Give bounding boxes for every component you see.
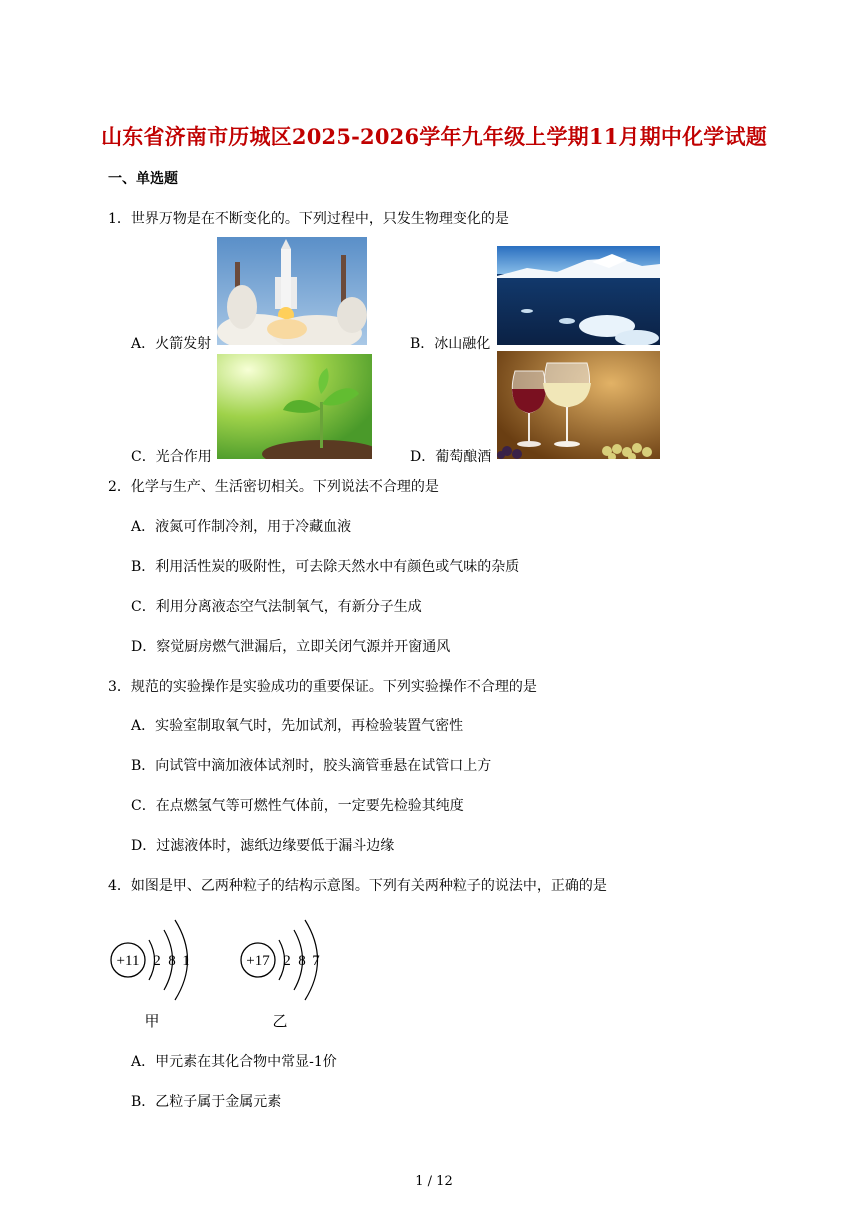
wine-glasses-image <box>497 351 660 459</box>
q4-option-a: A．甲元素在其化合物中常显-1价 <box>131 1054 337 1070</box>
question-3-stem: 3．规范的实验操作是实验成功的重要保证。下列实验操作不合理的是 <box>108 679 537 695</box>
q3-option-d: D．过滤液体时，滤纸边缘要低于漏斗边缘 <box>131 838 395 854</box>
page-number: 1 / 12 <box>415 1174 453 1189</box>
iceberg-image <box>497 246 660 345</box>
particle-b-shell-1: 2 <box>283 953 291 969</box>
particle-a-nucleus: +11 <box>116 953 140 969</box>
q1-option-d: D．葡萄酿酒 <box>410 449 492 465</box>
particle-a-shell-3: 1 <box>182 953 190 969</box>
particle-a-label: 甲 <box>144 1014 160 1030</box>
q2-option-d: D．察觉厨房燃气泄漏后，立即关闭气源并开窗通风 <box>131 639 451 655</box>
particle-a-diagram <box>111 920 190 1030</box>
atomic-structure-diagram <box>106 906 336 1040</box>
particle-b-diagram <box>241 920 320 1030</box>
particle-a-shell-2: 8 <box>168 953 176 969</box>
q1-option-c: C．光合作用 <box>131 449 212 465</box>
particle-b-shell-2: 8 <box>298 953 306 969</box>
q2-option-a: A．液氮可作制冷剂，用于冷藏血液 <box>131 519 352 535</box>
q1-option-b: B．冰山融化 <box>410 336 491 352</box>
particle-b-label: 乙 <box>272 1014 288 1030</box>
particle-b-shell-3: 7 <box>312 953 320 969</box>
photosynthesis-sprout-image <box>217 354 372 459</box>
q3-option-c: C．在点燃氢气等可燃性气体前，一定要先检验其纯度 <box>131 798 464 814</box>
particle-b-nucleus: +17 <box>246 953 270 969</box>
particle-a-shell-1: 2 <box>153 953 161 969</box>
document-title: 山东省济南市历城区2025-2026学年九年级上学期11月期中化学试题 <box>101 124 767 149</box>
q2-option-b: B．利用活性炭的吸附性，可去除天然水中有颜色或气味的杂质 <box>131 559 520 575</box>
q3-option-a: A．实验室制取氧气时，先加试剂，再检验装置气密性 <box>131 718 464 734</box>
q2-option-c: C．利用分离液态空气法制氧气，有新分子生成 <box>131 599 422 615</box>
q4-option-b: B．乙粒子属于金属元素 <box>131 1094 282 1110</box>
question-2-stem: 2．化学与生产、生活密切相关。下列说法不合理的是 <box>108 479 439 495</box>
question-4-stem: 4．如图是甲、乙两种粒子的结构示意图。下列有关两种粒子的说法中，正确的是 <box>108 878 607 894</box>
question-1-stem: 1．世界万物是在不断变化的。下列过程中，只发生物理变化的是 <box>108 211 509 227</box>
section-heading: 一、单选题 <box>108 171 178 187</box>
q3-option-b: B．向试管中滴加液体试剂时，胶头滴管垂悬在试管口上方 <box>131 758 492 774</box>
rocket-launch-image <box>217 237 367 345</box>
q1-option-a: A．火箭发射 <box>131 336 212 352</box>
